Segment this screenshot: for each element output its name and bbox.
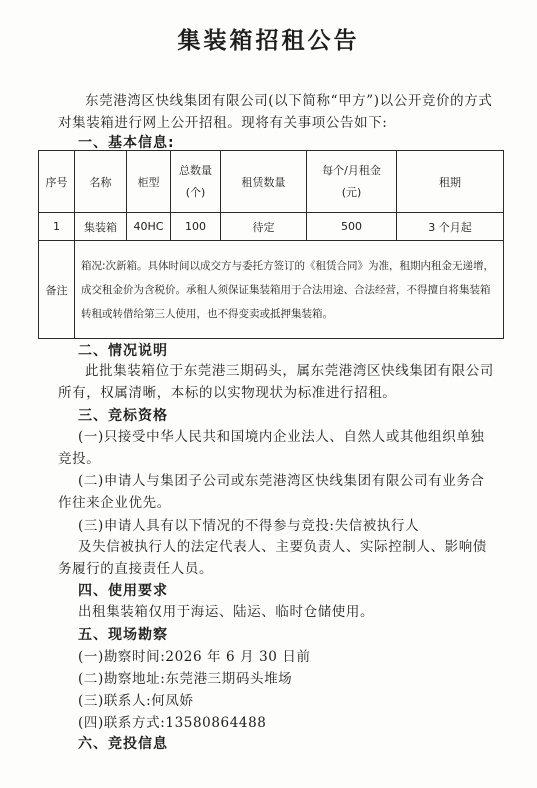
cell-seq: 1 — [39, 213, 75, 241]
header-total-line2: (个) — [185, 185, 206, 199]
cell-lease-qty: 待定 — [221, 213, 307, 241]
survey-contact: (三)联系人:何凤娇 — [78, 693, 194, 709]
header-rent — [307, 151, 397, 213]
header-total-line1: 总数量 — [179, 163, 212, 177]
section-3-item-1: (一)只接受中华人民共和国境内企业法人、自然人或其他组织单独竞投。 — [58, 429, 485, 467]
cell-rent: 500 — [307, 213, 397, 241]
table-header-row — [39, 151, 504, 213]
section-3-item-3-line1: (三)申请人具有以下情况的不得参与竞投:失信被执行人 — [78, 518, 420, 534]
header-rent-line2: (元) — [341, 185, 362, 199]
header-total — [171, 151, 221, 213]
survey-address: (二)勘察地址:东莞港三期码头堆场 — [78, 671, 293, 687]
section-6-heading: 六、竞投信息 — [78, 736, 168, 752]
header-seq: 序号 — [39, 151, 75, 213]
basic-info-table — [38, 150, 504, 339]
cell-type: 40HC — [127, 213, 171, 241]
section-3-item-2: (二)申请人与集团子公司或东莞港湾区快线集团有限公司有业务合作往来企业优先。 — [58, 473, 485, 511]
survey-time: (一)勘察时间:2026 年 6 月 30 日前 — [78, 649, 311, 665]
section-3-heading: 三、竞标资格 — [78, 408, 168, 424]
section-1-heading: 一、基本信息: — [78, 135, 175, 151]
section-5-heading: 五、现场勘察 — [78, 627, 168, 643]
section-4-heading: 四、使用要求 — [78, 583, 168, 599]
section-2-heading: 二、情况说明 — [78, 343, 168, 359]
intro-paragraph: 东莞港湾区快线集团有限公司(以下简称“甲方”)以公开竞价的方式对集装箱进行网上公开招租。现将有关事项公告如下: — [58, 93, 493, 131]
cell-total: 100 — [171, 213, 221, 241]
section-4-text: 出租集装箱仅用于海运、陆运、临时仓储使用。 — [78, 604, 375, 620]
table-remark-row — [39, 241, 504, 339]
header-type: 柜型 — [127, 151, 171, 213]
section-3-item-3-rest: 及失信被执行人的法定代表人、主要负责人、实际控制人、影响债务履行的直接责任人员。 — [58, 539, 487, 577]
header-rent-line1: 每个/月租金 — [322, 163, 381, 177]
survey-phone: (四)联系方式:13580864488 — [78, 715, 267, 731]
section-2-text: 此批集装箱位于东莞港三期码头，属东莞港湾区快线集团有限公司所有，权属清晰，本标的以实物现状为标准进行招租。 — [58, 363, 494, 401]
remark-label: 备注 — [39, 241, 75, 339]
header-lease-qty: 租赁数量 — [221, 151, 307, 213]
cell-period: 3 个月起 — [397, 213, 504, 241]
remark-text: 箱况:次新箱。具体时间以成交方与委托方签订的《租赁合同》为准，租期内租金无递增，成交租金价为含税价。承租人须保证集装箱用于合法用途、合法经营，不得擅自将集装箱转租或转借给第三人使用，也不得变卖或抵押集装箱。 — [75, 241, 504, 339]
cell-name: 集装箱 — [75, 213, 127, 241]
table-row — [39, 213, 504, 241]
page-title: 集装箱招租公告 — [177, 28, 360, 54]
header-name: 名称 — [75, 151, 127, 213]
header-period: 租期 — [397, 151, 504, 213]
